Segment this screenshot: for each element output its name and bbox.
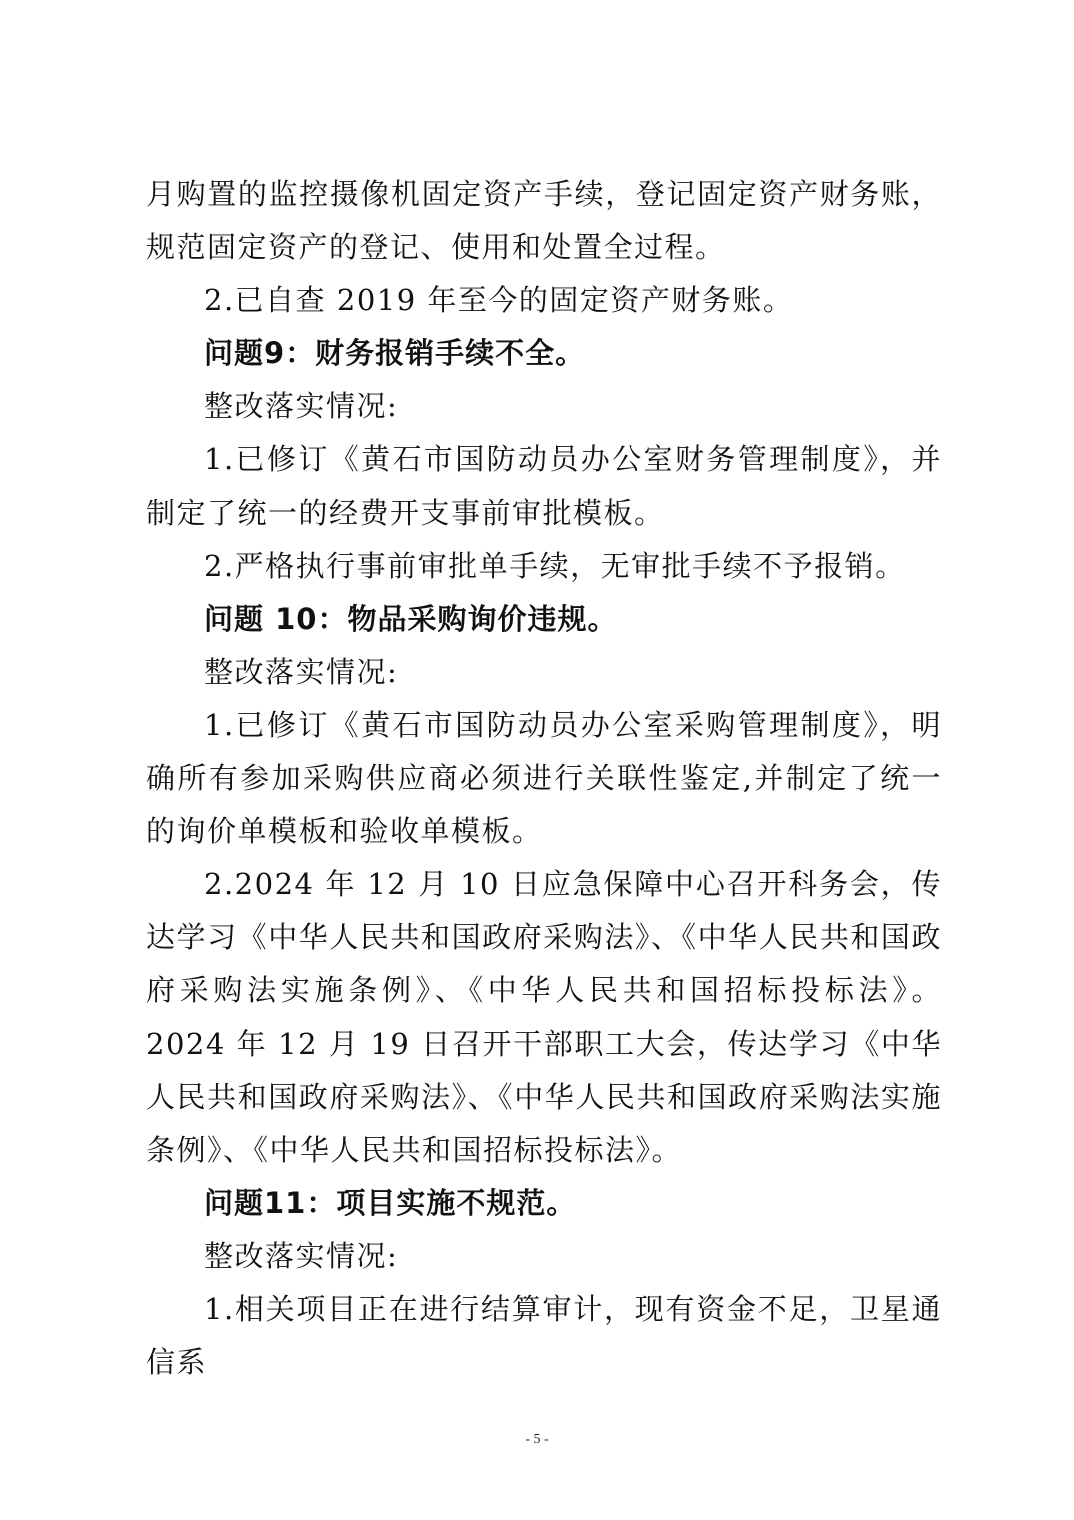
paragraph-item: 1.已修订《黄石市国防动员办公室财务管理制度》，并制定了统一的经费开支事前审批模板。	[146, 442, 942, 530]
paragraph-item: 1.已修订《黄石市国防动员办公室采购管理制度》，明确所有参加采购供应商必须进行关联性鉴定,并制定了统一的询价单模板和验收单模板。	[146, 707, 942, 849]
paragraph-continuation: 月购置的监控摄像机固定资产手续，登记固定资产财务账，规范固定资产的登记、使用和处置全过程。	[146, 177, 942, 265]
issue-heading: 问题11：项目实施不规范。	[204, 1185, 577, 1220]
issue-heading: 问题9：财务报销手续不全。	[204, 336, 586, 371]
paragraph-item: 2.2024 年 12 月 10 日应急保障中心召开科务会，传达学习《中华人民共和国政府采购法》、《中华人民共和国政府采购法实施条例》、《中华人民共和国招标投标法》。2024 年 12 月 19 日召开干部职工大会，传达学习《中华人民共和国政府采购法》、《中华人民共和国政府采购法实施条例》、《中华人民共和国招标投标法》。	[146, 867, 942, 1167]
rectification-label: 整改落实情况:	[204, 389, 399, 424]
paragraph-item: 2.已自查 2019 年至今的固定资产财务账。	[204, 283, 794, 318]
page-number: - 5 -	[525, 1432, 549, 1447]
rectification-label: 整改落实情况:	[204, 1238, 399, 1273]
rectification-label: 整改落实情况:	[204, 654, 399, 689]
issue-heading: 问题 10：物品采购询价违规。	[204, 601, 618, 636]
paragraph-item: 1.相关项目正在进行结算审计，现有资金不足，卫星通信系	[146, 1291, 942, 1380]
document-body	[146, 168, 942, 1389]
paragraph-item: 2.严格执行事前审批单手续，无审批手续不予报销。	[204, 548, 906, 583]
